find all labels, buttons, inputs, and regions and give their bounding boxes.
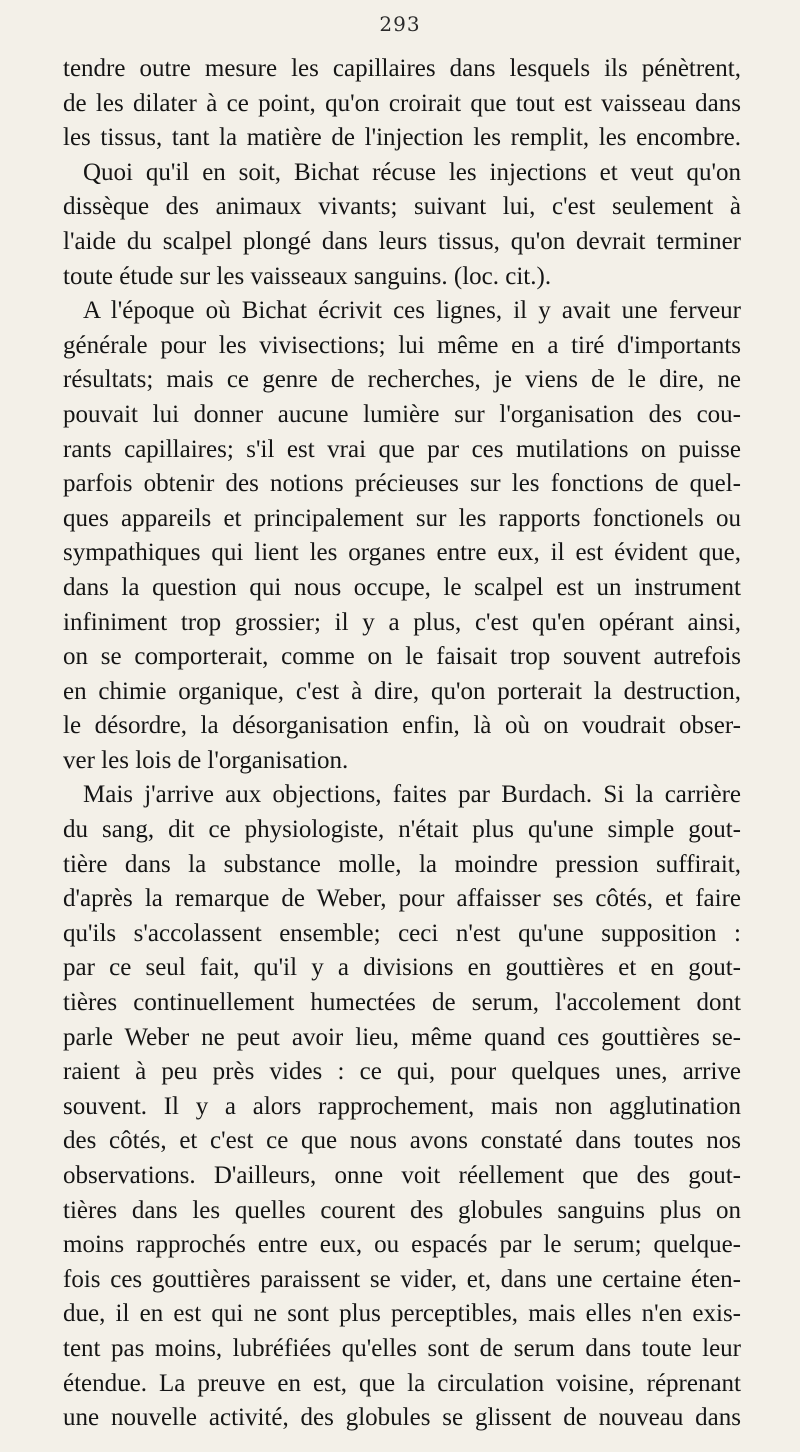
text-line: souvent. Il y a alors rapprochement, mais non agglutination — [63, 1092, 741, 1120]
text-line: infiniment trop grossier; il y a plus, c'est qu'en opérant ainsi, — [63, 608, 741, 636]
text-line: résultats; mais ce genre de recherches, je viens de le dire, ne — [63, 366, 741, 394]
text-line: qu'ils s'accolassent ensemble; ceci n'est qu'une supposition : — [63, 919, 741, 947]
text-line: rants capillaires; s'il est vrai que par ces mutilations on puisse — [63, 435, 741, 463]
text-line: dissèque des animaux vivants; suivant lui, c'est seulement à — [63, 193, 741, 221]
paragraph-first-line: Quoi qu'il en soit, Bichat récuse les injections et veut qu'on — [83, 158, 741, 186]
text-line: tières continuellement humectées de serum, l'accolement dont — [63, 989, 741, 1017]
text-line: tendre outre mesure les capillaires dans lesquels ils pénètrent, — [63, 55, 741, 82]
text-line: ver les lois de l'organisation. — [63, 746, 349, 774]
text-line: du sang, dit ce physiologiste, n'était plus qu'une simple gout- — [63, 816, 741, 844]
text-line: tent pas moins, lubréfiées qu'elles sont de serum dans toute leur — [63, 1334, 741, 1362]
paragraph-first-line: A l'époque où Bichat écrivit ces lignes, il y avait une ferveur — [83, 297, 741, 325]
body-text — [63, 52, 741, 1436]
text-line: moins rapprochés entre eux, ou espacés par le serum; quelque- — [63, 1231, 741, 1259]
text-line: en chimie organique, c'est à dire, qu'on porterait la destruction, — [63, 677, 741, 705]
text-line: l'aide du scalpel plongé dans leurs tissus, qu'on devrait terminer — [63, 227, 741, 255]
text-line: observations. D'ailleurs, onne voit réellement que des gout- — [63, 1162, 741, 1189]
text-line: de les dilater à ce point, qu'on croirait que tout est vaisseau dans — [63, 89, 741, 117]
text-line: générale pour les vivisections; lui même en a tiré d'importants — [63, 331, 741, 359]
paragraph-first-line: Mais j'arrive aux objections, faites par Burdach. Si la carrière — [83, 781, 741, 809]
text-line: tière dans la substance molle, la moindre pression suffirait, — [63, 850, 741, 878]
text-line: tières dans les quelles courent des globules sanguins plus on — [63, 1196, 741, 1224]
text-line: parfois obtenir des notions précieuses sur les fonctions de quel- — [63, 470, 741, 498]
text-line: les tissus, tant la matière de l'injection les remplit, les encombre. — [63, 124, 741, 152]
text-line: le désordre, la désorganisation enfin, là où on voudrait obser- — [63, 712, 741, 740]
text-line: on se comporterait, comme on le faisait trop souvent autrefois — [63, 643, 741, 671]
text-line: sympathiques qui lient les organes entre eux, il est évident que, — [63, 539, 741, 567]
text-line: raient à peu près vides : ce qui, pour quelques unes, arrive — [63, 1058, 741, 1086]
text-line: des côtés, et c'est ce que nous avons constaté dans toutes nos — [63, 1127, 741, 1155]
text-line: étendue. La preuve en est, que la circulation voisine, réprenant — [63, 1369, 741, 1397]
text-line: pouvait lui donner aucune lumière sur l'organisation des cou- — [63, 400, 741, 428]
text-line: ques appareils et principalement sur les rapports fonctionels ou — [63, 504, 741, 532]
text-line: dans la question qui nous occupe, le scalpel est un instrument — [63, 573, 741, 601]
text-line: parle Weber ne peut avoir lieu, même quand ces gouttières se- — [63, 1023, 741, 1051]
text-line: fois ces gouttières paraissent se vider, et, dans une certaine éten- — [63, 1265, 741, 1293]
text-line: par ce seul fait, qu'il y a divisions en gouttières et en gout- — [63, 954, 741, 982]
text-line: toute étude sur les vaisseaux sanguins. (loc. cit.). — [63, 262, 552, 290]
text-line: due, il en est qui ne sont plus perceptibles, mais elles n'en exis- — [63, 1300, 741, 1328]
text-line: une nouvelle activité, des globules se glissent de nouveau dans — [63, 1404, 741, 1432]
text-line: d'après la remarque de Weber, pour affaisser ses côtés, et faire — [63, 885, 741, 913]
page-number: 293 — [379, 12, 421, 36]
